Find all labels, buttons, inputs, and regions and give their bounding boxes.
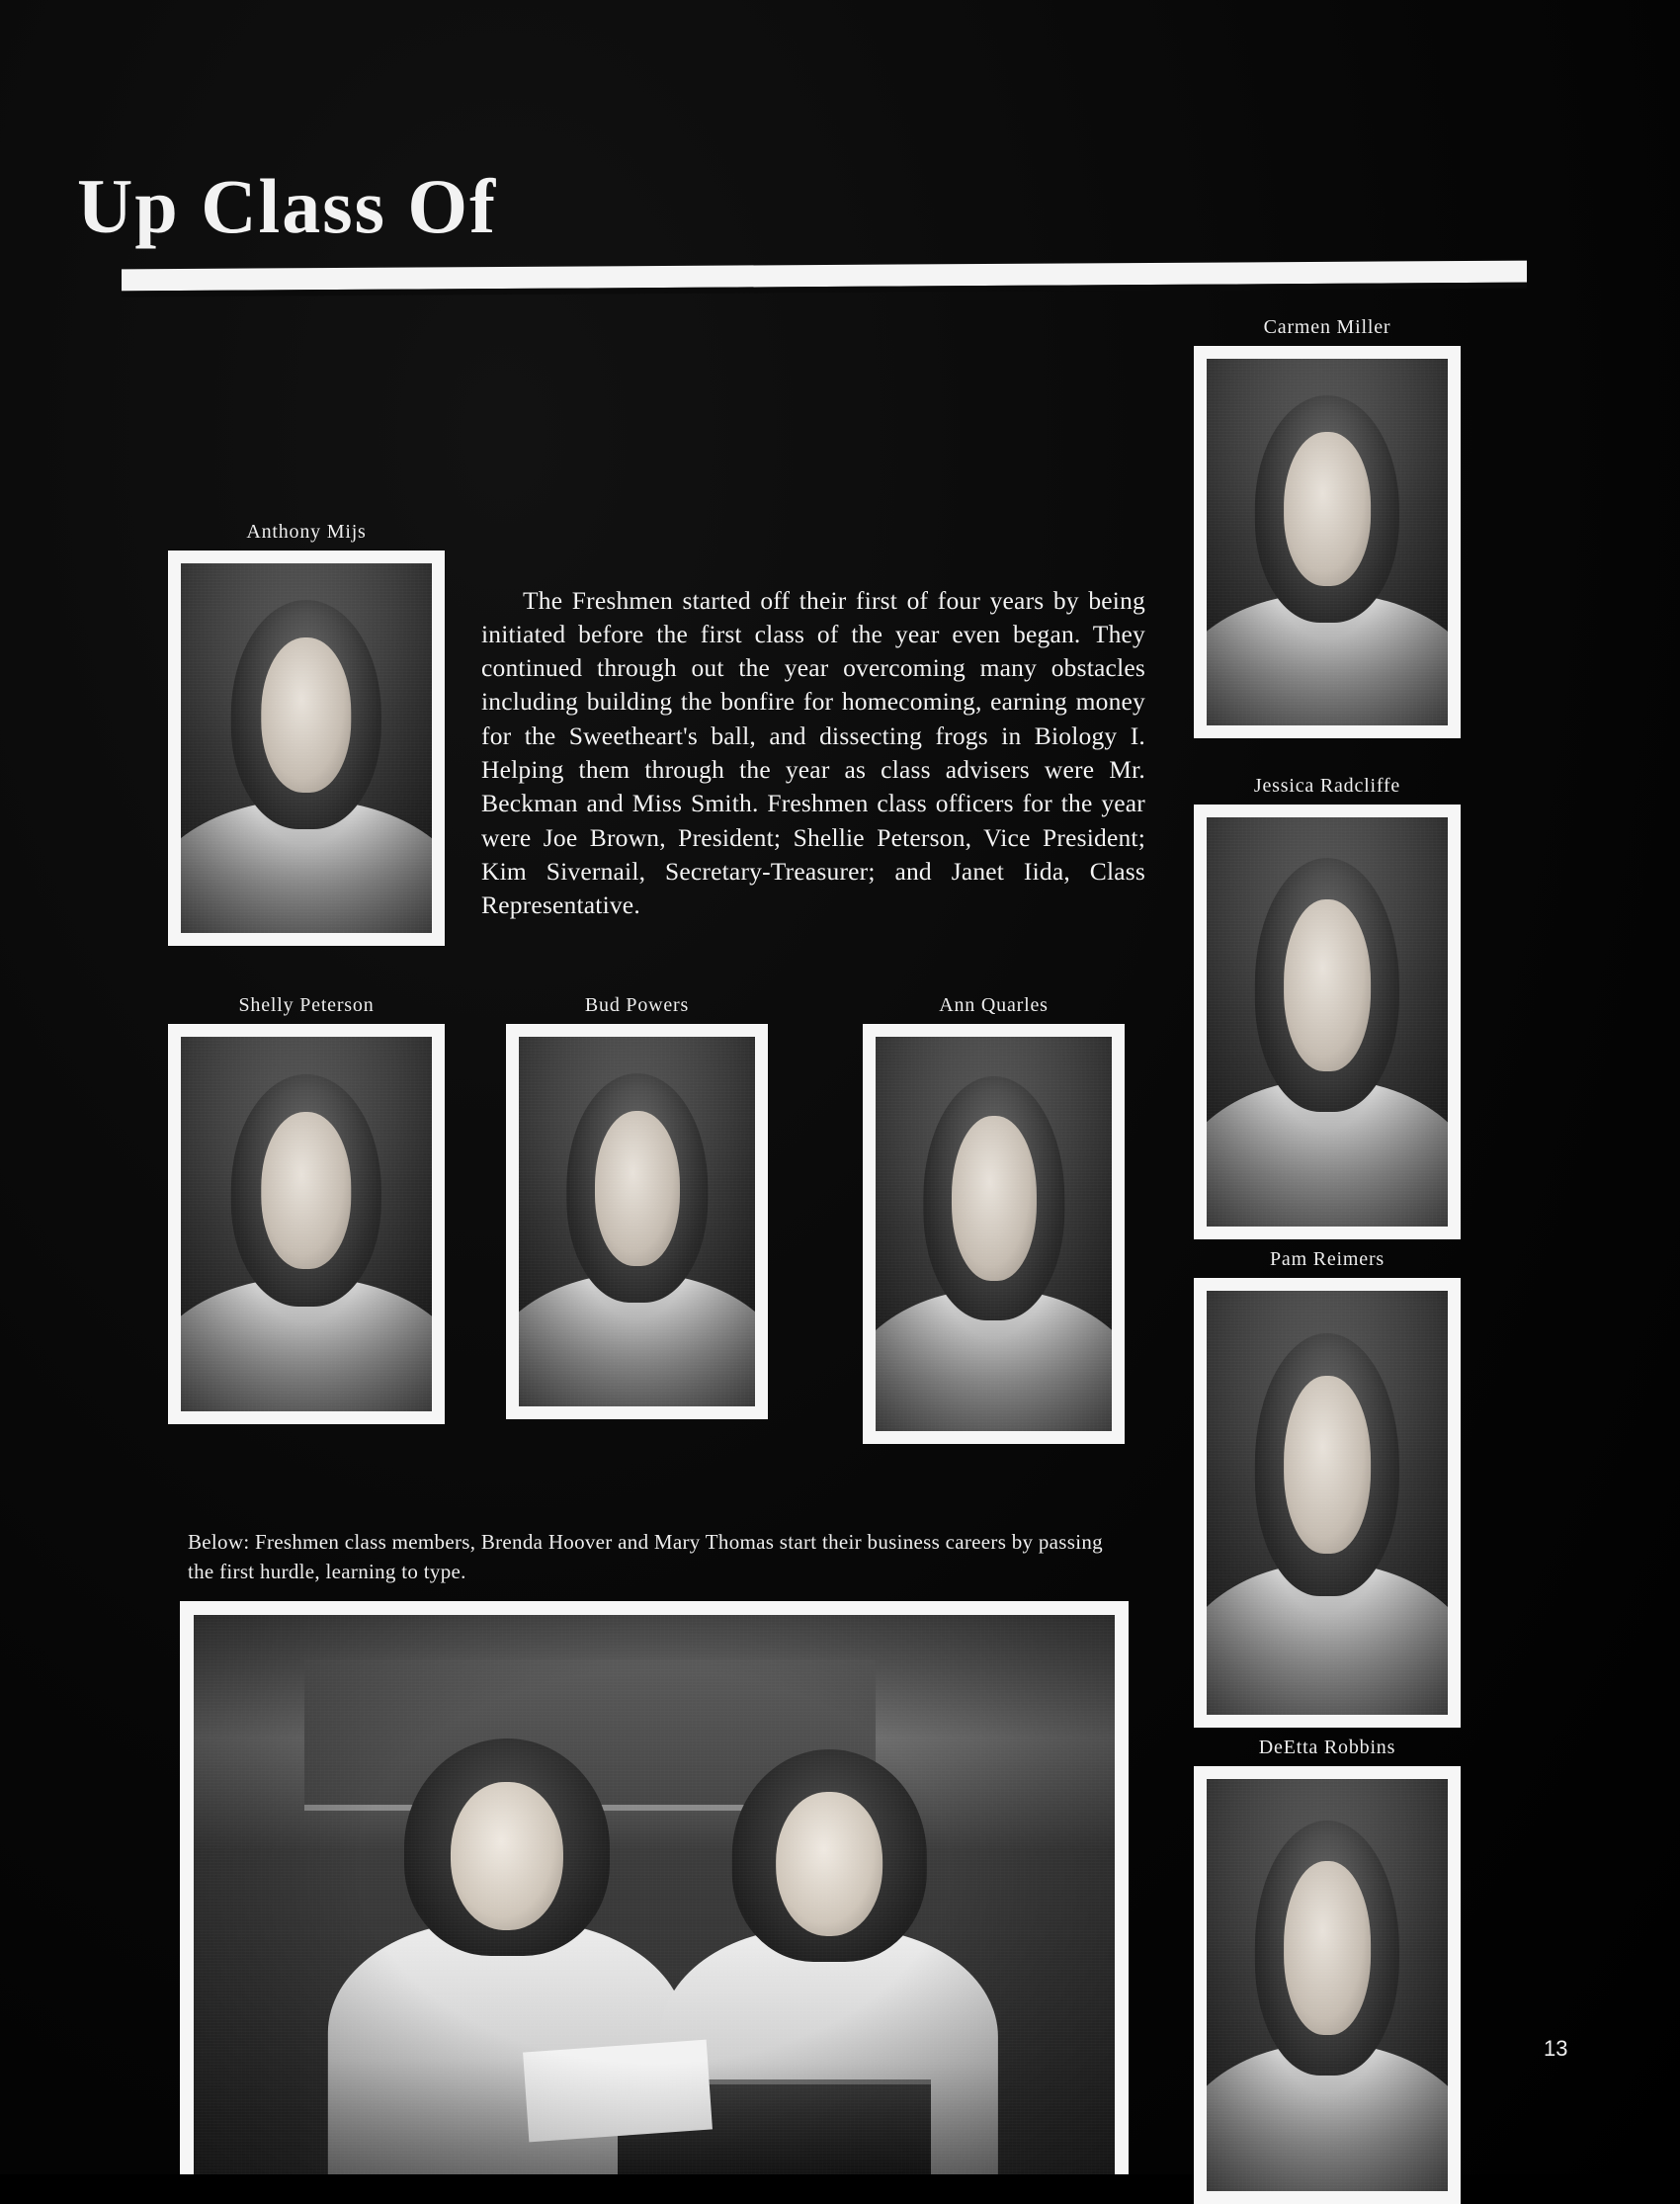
portrait-photo [1207, 359, 1448, 725]
typing-class-photo [180, 1601, 1129, 2174]
portrait-ann-quarles [863, 994, 1125, 1444]
portrait-photo [1207, 1779, 1448, 2191]
portrait-caption: Jessica Radcliffe [1253, 775, 1401, 797]
portrait-jessica-radcliffe [1194, 775, 1461, 1239]
portrait-caption: Pam Reimers [1269, 1248, 1385, 1270]
photo-frame [1194, 1766, 1461, 2204]
portrait-caption: Anthony Mijs [246, 521, 367, 543]
photo-frame [168, 1024, 445, 1424]
article-body: The Freshmen started off their first of four years by being initiated before the first class of the year even began. They continued through out the year overcoming many obstacles including building the bonfire for homecoming, earning money for the Sweetheart's ball, and dissecting frogs in Biology I. Helping them through the year as class advisers were Mr. Beckman and Miss Smith. Freshmen class officers for the year were Joe Brown, President; Shellie Peterson, Vice President; Kim Sivernail, Secretary-Treasurer; and Janet Iida, Class Representative. [481, 585, 1145, 920]
portrait-photo [876, 1037, 1112, 1431]
photo-frame [1194, 1278, 1461, 1728]
page-title: Up Class Of [77, 163, 498, 250]
portrait-caption: Bud Powers [584, 994, 690, 1016]
portrait-caption: Shelly Peterson [238, 994, 375, 1016]
portrait-carmen-miller [1194, 316, 1461, 738]
portrait-photo [519, 1037, 755, 1406]
portrait-photo [181, 563, 432, 933]
portrait-shelly-peterson [168, 994, 445, 1424]
portrait-pam-reimers [1194, 1248, 1461, 1728]
portrait-photo [1207, 817, 1448, 1227]
title-divider-rule [122, 261, 1527, 292]
portrait-photo [181, 1037, 432, 1411]
photo-frame [1194, 346, 1461, 738]
photo-frame [1194, 805, 1461, 1239]
portrait-caption: DeEtta Robbins [1258, 1737, 1396, 1758]
below-photo-caption: Below: Freshmen class members, Brenda Hoover and Mary Thomas start their business careers by passing the first hurdle, learning to type. [188, 1530, 1103, 1583]
portrait-anthony-mijs [168, 521, 445, 946]
portrait-deetta-robbins [1194, 1737, 1461, 2204]
page-number: 13 [1544, 2036, 1568, 2061]
photo-frame [863, 1024, 1125, 1444]
photo-frame [168, 551, 445, 946]
photo-frame [506, 1024, 768, 1419]
portrait-photo [1207, 1291, 1448, 1715]
portrait-caption: Carmen Miller [1263, 316, 1391, 338]
portrait-caption: Ann Quarles [939, 994, 1049, 1016]
portrait-bud-powers [506, 994, 768, 1419]
